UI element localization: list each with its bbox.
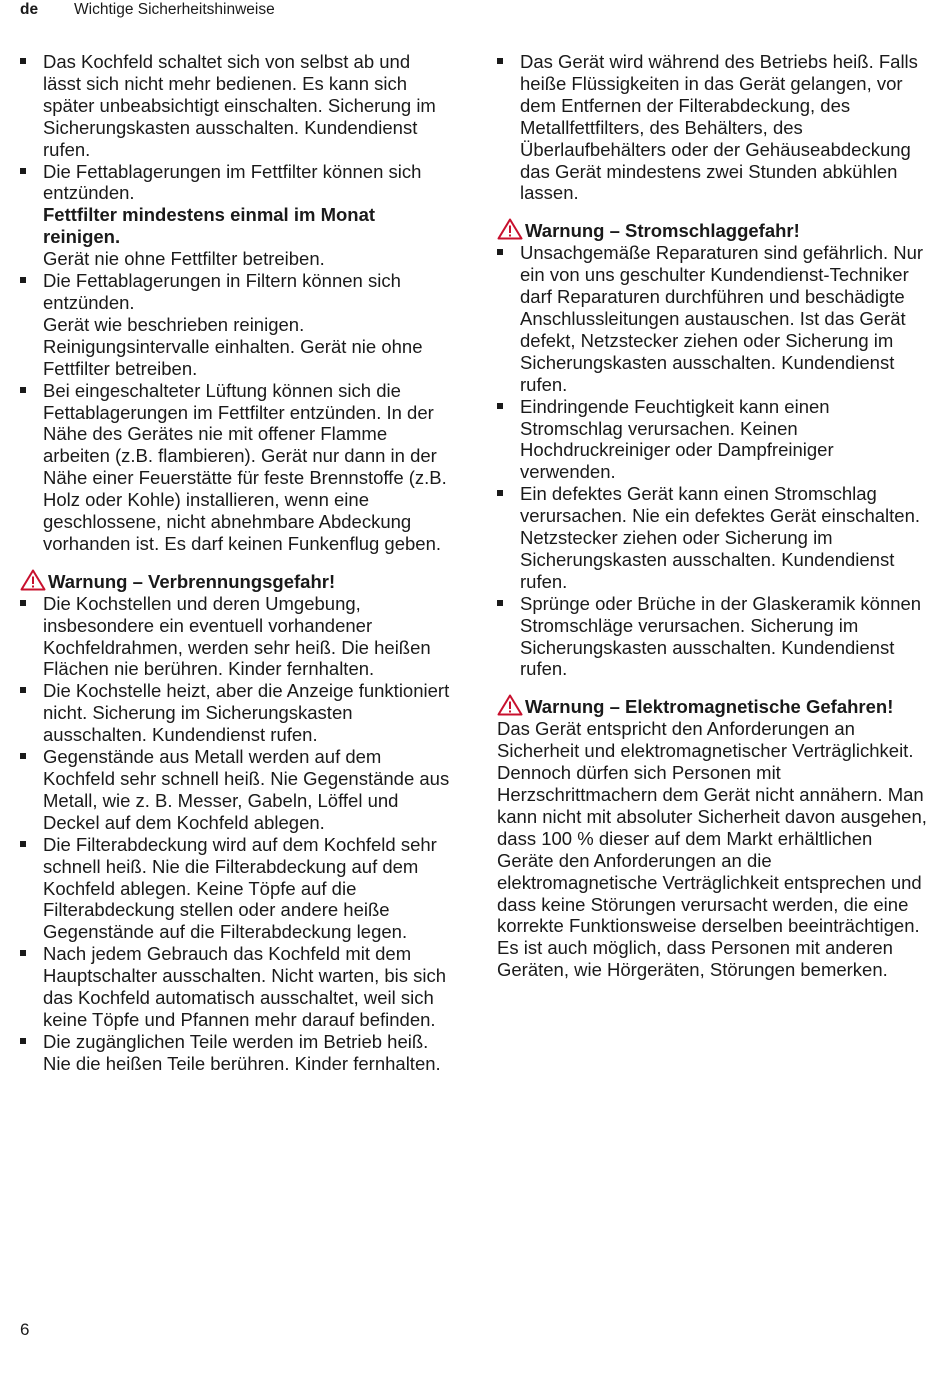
item-text: Das Kochfeld schaltet sich von selbst ab und lässt sich nicht mehr bedienen. Es kann sich später unbeabsichtigt einschalten. Sicherung im Sicherungskasten ausschalten. Kundendienst rufen. [43, 51, 436, 160]
item-text: Gerät nie ohne Fettfilter betreiben. [43, 248, 325, 270]
bullet-icon [20, 687, 26, 693]
list-item [497, 593, 929, 681]
bullet-icon [20, 841, 26, 847]
warning-triangle-icon [20, 569, 46, 591]
warning-triangle-icon [497, 694, 523, 716]
list-item [20, 746, 452, 834]
bullet-icon [20, 277, 26, 283]
item-text: Gerät wie beschrieben reinigen. Reinigungsintervalle einhalten. Gerät nie ohne Fettfilter betreiben. [43, 313, 423, 379]
section-title: Wichtige Sicherheitshinweise [74, 1, 275, 18]
item-text: Bei eingeschalteter Lüftung können sich die Fettablagerungen im Fettfilter entzünden. In der Nähe des Gerätes nie mit offener Flamme arbeiten (z.B. flambieren). Gerät nur dann in der Nähe einer Feuerstätte für feste Brennstoffe (z.B. Holz oder Kohle) installieren, wenn eine geschlossene, nicht abnehmbare Abdeckung vorhanden ist. Es darf keinen Funkenflug geben. [43, 379, 447, 554]
item-text: Unsachgemäße Reparaturen sind gefährlich. Nur ein von uns geschulter Kundendienst-Techniker darf Reparaturen durchführen und beschädigte Anschlussleitungen austauschen. Ist das Gerät defekt, Netzstecker ziehen oder Sicherung im Sicherungskasten ausschalten. Kundendienst rufen. [520, 242, 924, 395]
bullet-icon [20, 58, 26, 64]
bullet-icon [20, 600, 26, 606]
warning-triangle-icon [497, 218, 523, 240]
item-text: Gegenstände aus Metall werden auf dem Kochfeld sehr schnell heiß. Nie Gegenstände aus Metall, wie z. B. Messer, Gabeln, Löffel und Deckel auf dem Kochfeld ablegen. [43, 746, 450, 833]
heading-text: Warnung – Stromschlaggefahr! [525, 220, 800, 242]
item-text: Die Filterabdeckung wird auf dem Kochfeld sehr schnell heiß. Nie die Filterabdeckung auf dem Kochfeld ablegen. Keine Töpfe auf die Filterabdeckung stellen oder andere heiße Gegenstände auf die Filterabdeckung legen. [43, 833, 437, 943]
bullet-icon [497, 403, 503, 409]
bullet-icon [20, 387, 26, 393]
list-item [20, 380, 452, 555]
warning-heading [497, 694, 929, 718]
warning-heading [497, 218, 929, 242]
list-item [20, 270, 452, 380]
item-text: Nach jedem Gebrauch das Kochfeld mit dem Hauptschalter ausschalten. Nicht warten, bis sich das Kochfeld automatisch ausschaltet, weil sich keine Töpfe und Pfannen mehr darauf befinden. [43, 943, 447, 1030]
item-text: Die zugänglichen Teile werden im Betrieb heiß. Nie die heißen Teile berühren. Kinder fernhalten. [43, 1030, 441, 1074]
bullet-icon [497, 58, 503, 64]
right-column [497, 51, 929, 981]
item-text: Sprünge oder Brüche in der Glaskeramik können Stromschläge verursachen. Sicherung im Sicherungskasten ausschalten. Kundendienst rufen. [520, 592, 922, 680]
list-item [20, 834, 452, 944]
page-number: 6 [20, 1320, 30, 1339]
paragraph: Das Gerät entspricht den Anforderungen an Sicherheit und elektromagnetischer Verträglichkeit. Dennoch dürfen sich Personen mit Herzschrittmachern dem Gerät nicht annähern. Man kann nicht mit absoluter Sicherheit davon ausgehen, dass 100 % dieser auf dem Markt erhältlichen Geräte den Anforderungen an die elektromagnetische Verträglichkeit entsprechen und dass keine Störungen verursacht werden, die eine korrekte Funktionsweise derselben beeinträchtigen. Es ist auch möglich, dass Personen mit anderen Geräten, wie Hörgeräten, Störungen bemerken. [497, 718, 927, 981]
item-bold-text: Fettfilter mindestens einmal im Monat reinigen. [43, 204, 376, 248]
item-text: Das Gerät wird während des Betriebs heiß. Falls heiße Flüssigkeiten in das Gerät gelangen, vor dem Entfernen der Filterabdeckung, des Metallfettfilters, des Behälters, des Überlaufbehälters oder der Gehäuseabdeckung das Gerät mindestens zwei Stunden abkühlen lassen. [520, 51, 918, 204]
warning-heading [20, 569, 452, 593]
list-item [497, 51, 929, 204]
language-code: de [20, 1, 39, 18]
page-header [20, 0, 275, 20]
list-item [20, 51, 452, 161]
item-text: Eindringende Feuchtigkeit kann einen Stromschlag verursachen. Keinen Hochdruckreiniger oder Dampfreiniger verwenden. [520, 395, 834, 483]
list-item [497, 396, 929, 484]
bullet-icon [497, 490, 503, 496]
bullet-icon [20, 950, 26, 956]
left-column [20, 51, 452, 1075]
list-item [20, 1031, 452, 1075]
list-item [497, 242, 929, 395]
item-text: Die Fettablagerungen in Filtern können sich entzünden. [43, 270, 401, 313]
item-text: Die Fettablagerungen im Fettfilter können sich entzünden. [43, 160, 422, 204]
list-item [20, 593, 452, 681]
bullet-icon [20, 753, 26, 759]
heading-text: Warnung – Verbrennungsgefahr! [48, 570, 336, 592]
list-item [20, 161, 452, 271]
item-text: Die Kochstellen und deren Umgebung, insbesondere ein eventuell vorhandener Kochfeldrahmen, werden sehr heiß. Die heißen Flächen nie berühren. Kinder fernhalten. [43, 592, 431, 680]
bullet-icon [20, 1038, 26, 1044]
bullet-icon [20, 168, 26, 174]
heading-text: Warnung – Elektromagnetische Gefahren! [525, 696, 894, 718]
item-text: Die Kochstelle heizt, aber die Anzeige funktioniert nicht. Sicherung im Sicherungskasten ausschalten. Kundendienst rufen. [43, 680, 450, 746]
bullet-icon [497, 249, 503, 255]
bullet-icon [497, 600, 503, 606]
list-item [497, 483, 929, 593]
item-text: Ein defektes Gerät kann einen Stromschlag verursachen. Nie ein defektes Gerät einschalten. Netzstecker ziehen oder Sicherung im Sicherungskasten ausschalten. Kundendienst rufen. [520, 483, 921, 592]
list-item [20, 943, 452, 1031]
list-item [20, 680, 452, 746]
